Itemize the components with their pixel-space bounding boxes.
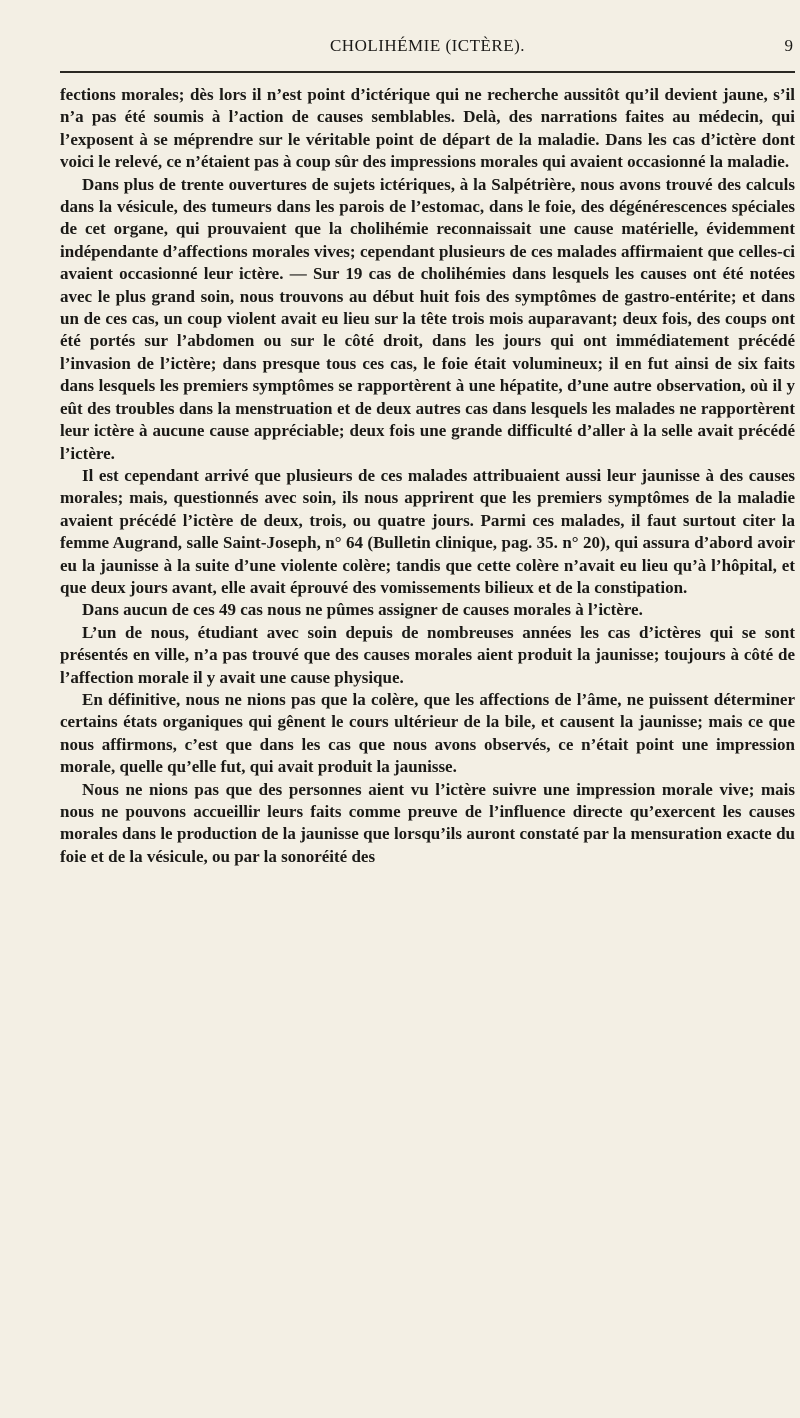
- running-head: [60, 34, 795, 58]
- paragraph-moral-causes: Il est cependant arrivé que plusieurs de ces malades attribuaient aussi leur jaunisse à des causes morales; mais, questionnés avec soin, ils nous apprirent que les premiers symptômes de la maladie avaient précédé l’ictère de deux, trois, ou quatre jours. Parmi ces malades, il faut surtout citer la femme Augrand, salle Saint-Joseph, n° 64 (Bulletin clinique, pag. 35. n° 20), qui assura d’abord avoir eu la jaunisse à la suite d’une violente colère; tandis que cette colère n’avait eu lieu qu’à l’hôpital, et que deux jours avant, elle avait éprouvé des vomissements bilieux et de la constipation.: [60, 465, 795, 597]
- paragraph-city-cases: L’un de nous, étudiant avec soin depuis de nombreuses années les cas d’ictères qui se sont présentés en ville, n’a pas trouvé que des causes morales aient produit la jaunisse; toujours à côté de l’affection morale il y avait une cause physique.: [60, 622, 795, 687]
- paragraph-conclusion: En définitive, nous ne nions pas que la colère, que les affections de l’âme, ne puissent déterminer certains états organiques qui gênent le cours ultérieur de la bile, et causent la jaunisse; mais ce que nous affirmons, c’est que dans les cas que nous avons observés, ce n’était point une impression morale, quelle qu’elle fut, qui avait produit la jaunisse.: [60, 689, 795, 777]
- paragraph-autopsies: Dans plus de trente ouvertures de sujets ictériques, à la Salpétrière, nous avons trouvé des calculs dans la vésicule, des tumeurs dans les parois de l’estomac, dans le foie, des dégénérescences spéciales de cet organe, qui prouvaient que la cholihémie reconnaissait une cause matérielle, évidemment indépendante d’affections morales vives; cependant plusieurs de ces malades affirmaient que celles-ci avaient occasionné leur ictère. — Sur 19 cas de cholihémies dans lesquels les causes ont été notées avec le plus grand soin, nous trouvons au début huit fois des symptômes de gastro-entérite; et dans un de ces cas, un coup violent avait eu lieu sur la tête trois mois auparavant; deux fois, des coups ont été portés sur l’abdomen ou sur le côté droit, dans les jours qui ont immédiatement précédé l’invasion de l’ictère; dans presque tous ces cas, le foie était volumineux; il en fut ainsi de six faits dans lesquels les premiers symptômes se rapportèrent à une hépatite, d’une autre observation, où il y eût des troubles dans la menstruation et de deux autres cas dans lesquels les malades ne rapportèrent leur ictère à aucune cause appréciable; deux fois une grande difficulté d’aller à la selle avait précédé l’ictère.: [60, 174, 795, 463]
- body-text: [60, 84, 795, 868]
- paragraph-49-cases: Dans aucun de ces 49 cas nous ne pûmes assigner de causes morales à l’ictère.: [82, 600, 643, 620]
- paragraph-continuation: fections morales; dès lors il n’est point d’ictérique qui ne recherche aussitôt qu’il devient jaune, s’il n’a pas été soumis à l’action de causes semblables. Delà, des narrations faites au médecin, qui l’exposent à se méprendre sur le véritable point de départ de la maladie. Dans les cas d’ictère dont voici le relevé, ce n’étaient pas à coup sûr des impressions morales qui avaient occasionné la maladie.: [60, 85, 795, 172]
- page-number: 9: [784, 36, 793, 55]
- paragraph-final: Nous ne nions pas que des personnes aient vu l’ictère suivre une impression morale vive; mais nous ne pouvons accueillir leurs faits comme preuve de l’influence directe qu’exercent les causes morales dans le production de la jaunisse que lorsqu’ils auront constaté par la mensuration exacte du foie et de la vésicule, ou par la sonoréité des: [60, 779, 795, 866]
- header-rule: [60, 71, 795, 73]
- running-title: CHOLIHÉMIE (ICTÈRE).: [329, 36, 526, 55]
